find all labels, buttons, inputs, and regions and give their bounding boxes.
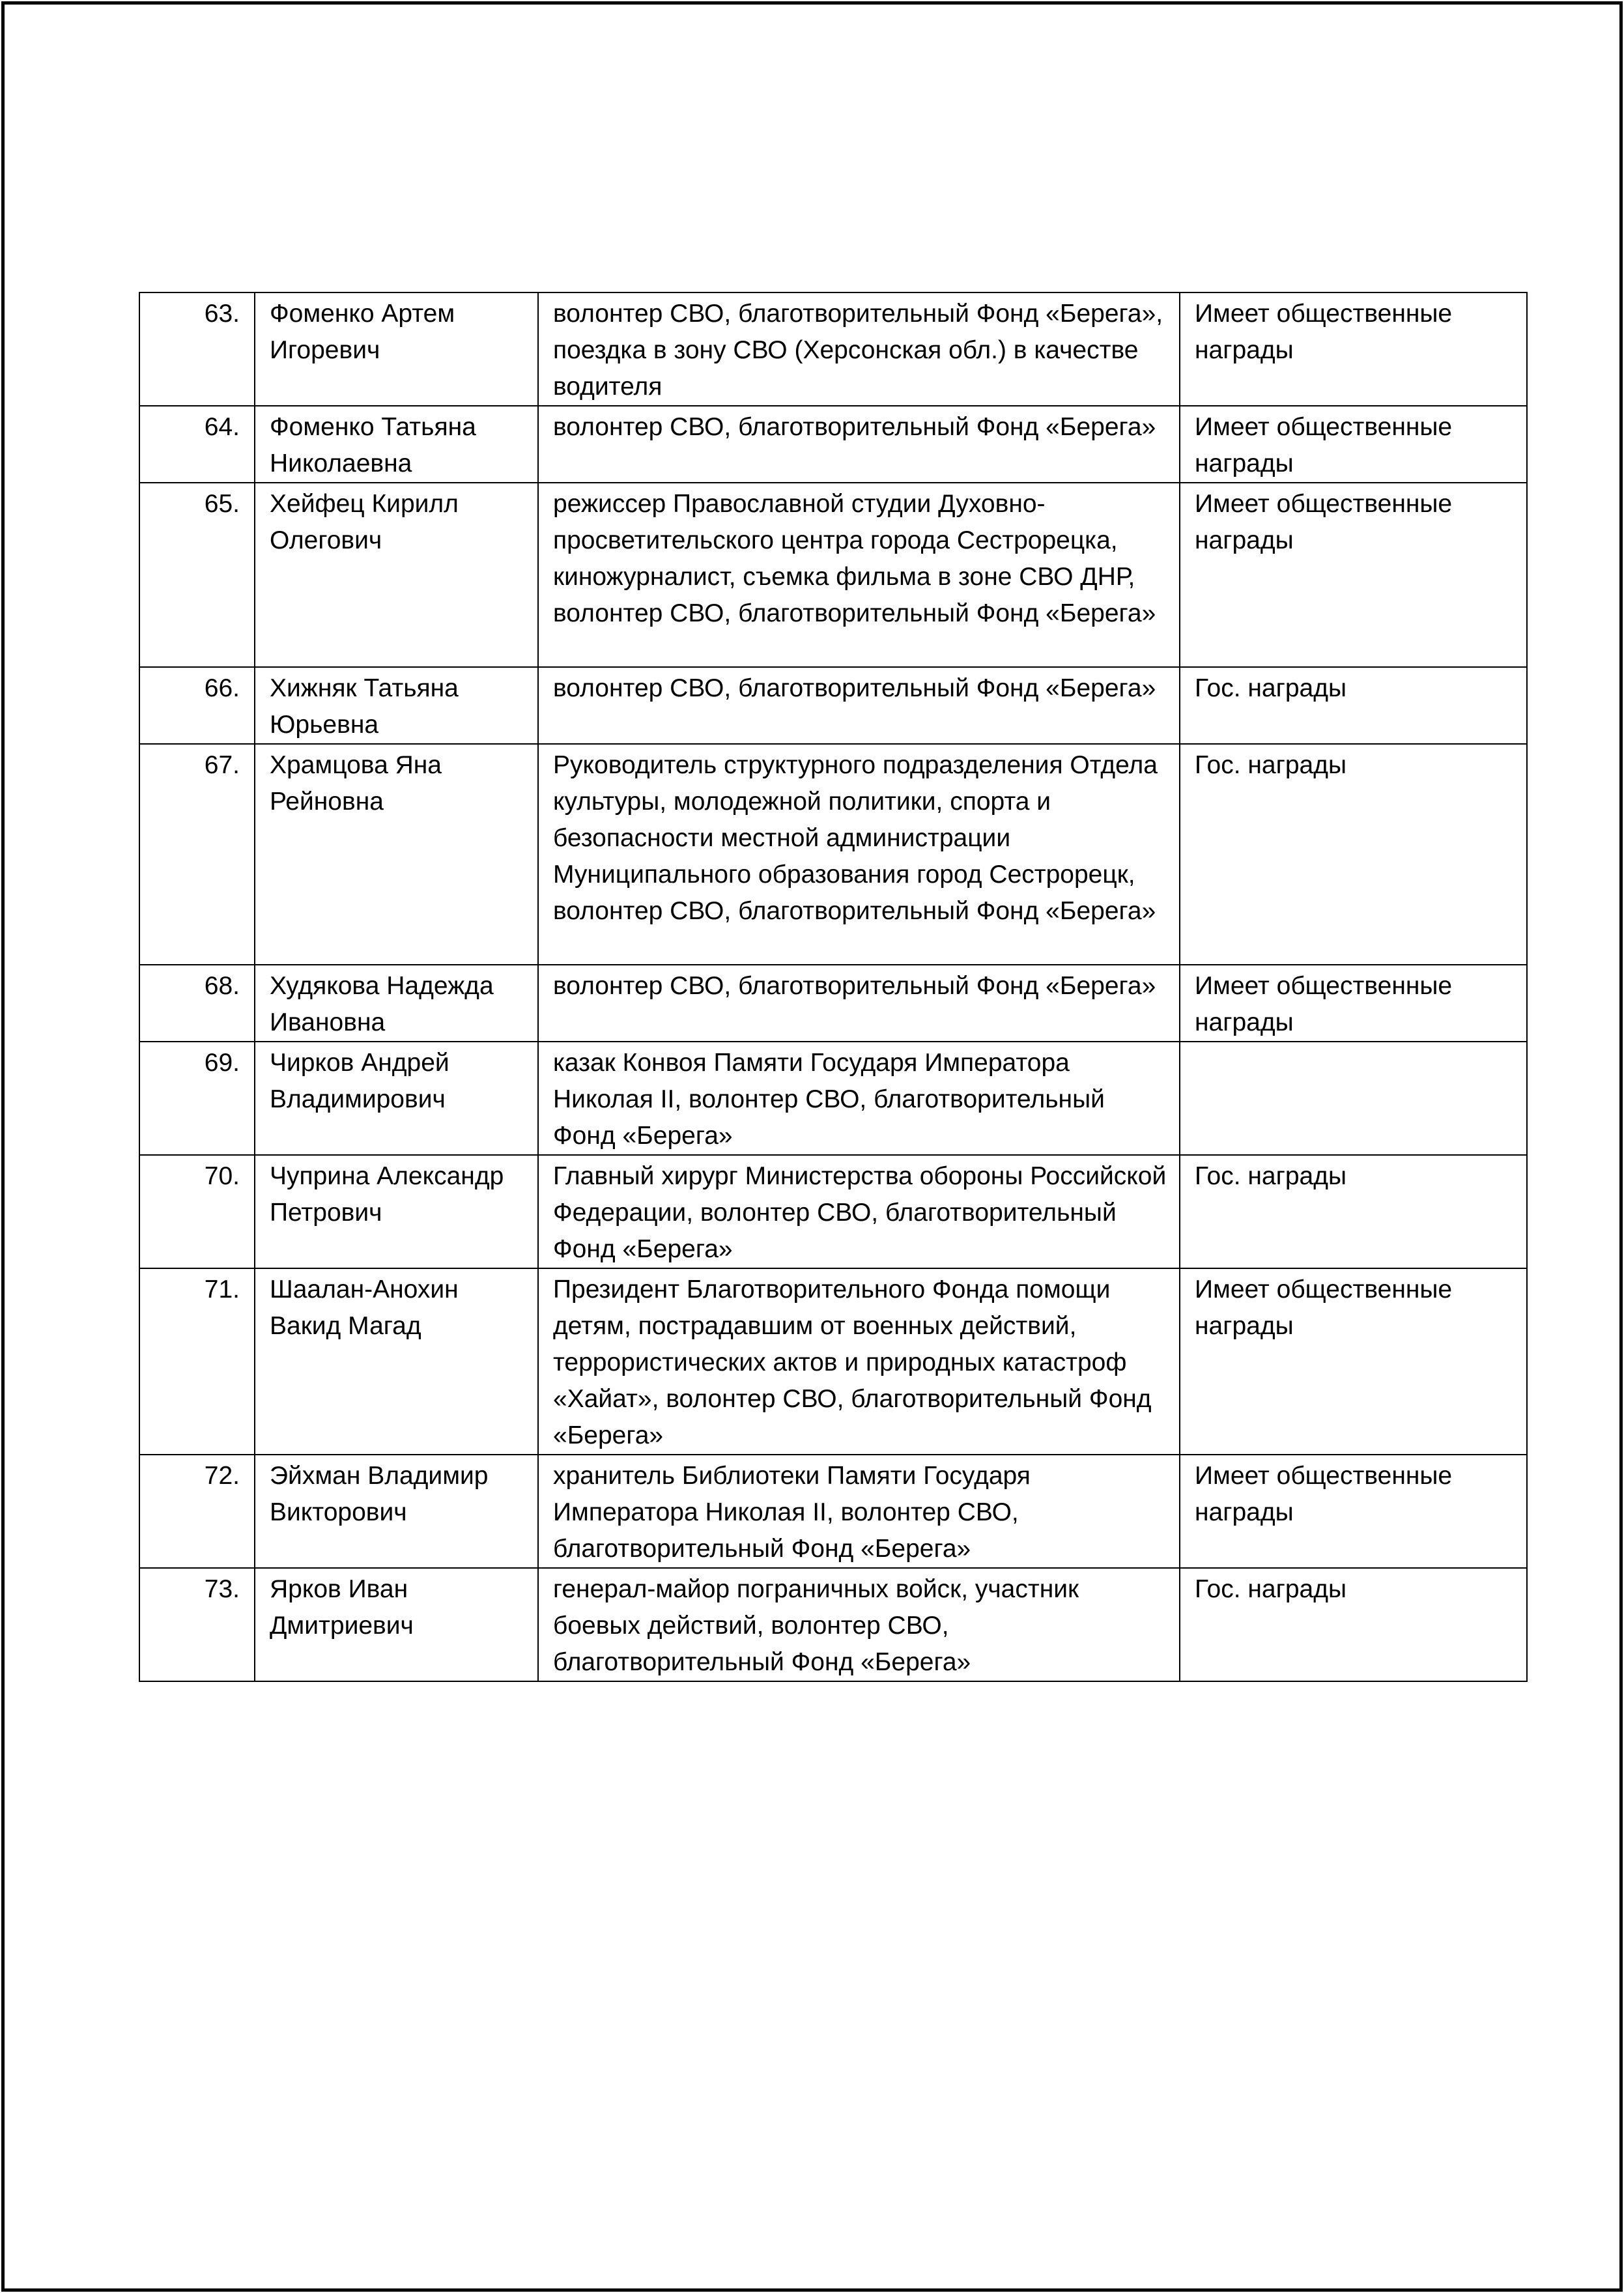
person-award: Имеет общественные награды (1180, 1455, 1527, 1568)
person-award: Гос. награды (1180, 1568, 1527, 1681)
table-row (139, 1268, 1527, 1455)
person-name: Ярков Иван Дмитриевич (255, 1568, 538, 1681)
table-row (139, 1155, 1527, 1268)
row-number: 66. (139, 667, 255, 744)
person-award: Имеет общественные награды (1180, 406, 1527, 483)
awards-table (139, 292, 1528, 1682)
person-description: режиссер Православной студии Духовно-просветительского центра города Сестрорецка, киножурналист, съемка фильма в зоне СВО ДНР, волонтер СВО, благотворительный Фонд «Берега» (538, 483, 1180, 667)
person-description: волонтер СВО, благотворительный Фонд «Берега», поездка в зону СВО (Херсонская обл.) в качестве водителя (538, 292, 1180, 406)
row-number: 68. (139, 965, 255, 1042)
person-description: Главный хирург Министерства обороны Российской Федерации, волонтер СВО, благотворительный Фонд «Берега» (538, 1155, 1180, 1268)
table-row (139, 667, 1527, 744)
person-name: Шаалан-Анохин Вакид Магад (255, 1268, 538, 1455)
row-number: 63. (139, 292, 255, 406)
table-row (139, 1455, 1527, 1568)
person-description: генерал-майор пограничных войск, участник боевых действий, волонтер СВО, благотворительный Фонд «Берега» (538, 1568, 1180, 1681)
person-award (1180, 1042, 1527, 1155)
table-row (139, 406, 1527, 483)
person-award: Имеет общественные награды (1180, 292, 1527, 406)
row-number: 72. (139, 1455, 255, 1568)
table-row (139, 292, 1527, 406)
person-description: хранитель Библиотеки Памяти Государя Императора Николая II, волонтер СВО, благотворительный Фонд «Берега» (538, 1455, 1180, 1568)
table-row (139, 483, 1527, 667)
table-row (139, 744, 1527, 965)
person-description: Руководитель структурного подразделения Отдела культуры, молодежной политики, спорта и безопасности местной администрации Муниципального образования город Сестрорецк, волонтер СВО, благотворительный Фонд «Берега» (538, 744, 1180, 965)
person-name: Храмцова Яна Рейновна (255, 744, 538, 965)
person-award: Гос. награды (1180, 667, 1527, 744)
table-row (139, 965, 1527, 1042)
person-award: Гос. награды (1180, 744, 1527, 965)
person-description: волонтер СВО, благотворительный Фонд «Берега» (538, 667, 1180, 744)
person-name: Хейфец Кирилл Олегович (255, 483, 538, 667)
person-award: Гос. награды (1180, 1155, 1527, 1268)
person-name: Фоменко Татьяна Николаевна (255, 406, 538, 483)
row-number: 69. (139, 1042, 255, 1155)
person-award: Имеет общественные награды (1180, 483, 1527, 667)
person-description: волонтер СВО, благотворительный Фонд «Берега» (538, 965, 1180, 1042)
person-award: Имеет общественные награды (1180, 965, 1527, 1042)
person-name: Чуприна Александр Петрович (255, 1155, 538, 1268)
row-number: 70. (139, 1155, 255, 1268)
person-description: казак Конвоя Памяти Государя Императора Николая II, волонтер СВО, благотворительный Фонд «Берега» (538, 1042, 1180, 1155)
row-number: 67. (139, 744, 255, 965)
person-description: волонтер СВО, благотворительный Фонд «Берега» (538, 406, 1180, 483)
table-row (139, 1568, 1527, 1681)
person-name: Чирков Андрей Владимирович (255, 1042, 538, 1155)
person-name: Фоменко Артем Игоревич (255, 292, 538, 406)
row-number: 71. (139, 1268, 255, 1455)
row-number: 65. (139, 483, 255, 667)
person-description: Президент Благотворительного Фонда помощи детям, пострадавшим от военных действий, террористических актов и природных катастроф «Хайат», волонтер СВО, благотворительный Фонд «Берега» (538, 1268, 1180, 1455)
person-name: Худякова Надежда Ивановна (255, 965, 538, 1042)
person-name: Хижняк Татьяна Юрьевна (255, 667, 538, 744)
row-number: 73. (139, 1568, 255, 1681)
person-award: Имеет общественные награды (1180, 1268, 1527, 1455)
row-number: 64. (139, 406, 255, 483)
person-name: Эйхман Владимир Викторович (255, 1455, 538, 1568)
table-row (139, 1042, 1527, 1155)
